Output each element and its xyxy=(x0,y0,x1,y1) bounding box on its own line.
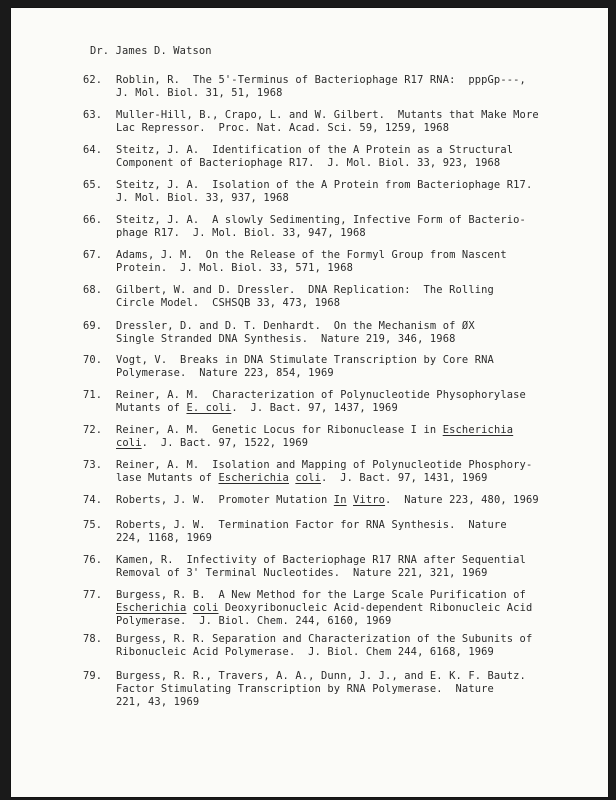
citation-line xyxy=(116,192,596,205)
reference-citation xyxy=(116,249,596,275)
reference-citation xyxy=(116,179,596,205)
citation-text: Steitz, J. A. Identification of the A Protein as a Structural xyxy=(116,144,514,156)
citation-text: Burgess, R. B. A New Method for the Large Scale Purification of xyxy=(116,589,526,601)
reference-number: 70. xyxy=(83,354,103,366)
reference-citation xyxy=(116,494,596,507)
citation-text: Reiner, A. M. Characterization of Polynucleotide Physophorylase xyxy=(116,389,526,401)
citation-text: Roblin, R. The 5'-Terminus of Bacteriophage R17 RNA: pppGp---, xyxy=(116,74,526,86)
reference-number: 72. xyxy=(83,424,103,436)
citation-text: Roberts, J. W. Termination Factor for RNA Synthesis. Nature xyxy=(116,519,507,531)
reference-citation xyxy=(116,633,596,659)
citation-text: lase Mutants of xyxy=(116,472,219,484)
underlined-text: Vitro xyxy=(353,494,386,506)
citation-line xyxy=(116,249,596,262)
citation-text: Burgess, R. R. Separation and Characterization of the Subunits of xyxy=(116,633,533,645)
citation-text: Dressler, D. and D. T. Denhardt. On the Mechanism of ØX xyxy=(116,320,475,332)
citation-line xyxy=(116,437,596,450)
reference-number: 76. xyxy=(83,554,103,566)
citation-line xyxy=(116,284,596,297)
citation-text: Component of Bacteriophage R17. J. Mol. Biol. 33, 923, 1968 xyxy=(116,157,501,169)
reference-number: 79. xyxy=(83,670,103,682)
reference-number: 67. xyxy=(83,249,103,261)
citation-line xyxy=(116,633,596,646)
citation-text: . Nature 223, 480, 1969 xyxy=(385,494,539,506)
citation-line xyxy=(116,472,596,485)
reference-citation xyxy=(116,214,596,240)
citation-line xyxy=(116,696,596,709)
reference-number: 78. xyxy=(83,633,103,645)
reference-number: 77. xyxy=(83,589,103,601)
reference-number: 75. xyxy=(83,519,103,531)
citation-line xyxy=(116,683,596,696)
citation-line xyxy=(116,179,596,192)
citation-line xyxy=(116,354,596,367)
citation-line xyxy=(116,367,596,380)
citation-text: J. Mol. Biol. 33, 937, 1968 xyxy=(116,192,289,204)
citation-text: Factor Stimulating Transcription by RNA Polymerase. Nature xyxy=(116,683,494,695)
citation-line xyxy=(116,389,596,402)
citation-text: phage R17. J. Mol. Biol. 33, 947, 1968 xyxy=(116,227,366,239)
citation-line xyxy=(116,615,596,628)
citation-line xyxy=(116,532,596,545)
citation-line xyxy=(116,109,596,122)
reference-number: 66. xyxy=(83,214,103,226)
citation-text: . J. Bact. 97, 1522, 1969 xyxy=(141,437,309,449)
reference-number: 64. xyxy=(83,144,103,156)
reference-number: 73. xyxy=(83,459,103,471)
citation-text: Adams, J. M. On the Release of the Formyl Group from Nascent xyxy=(116,249,507,261)
citation-line xyxy=(116,157,596,170)
citation-text: Deoxyribonucleic Acid-dependent Ribonucleic Acid xyxy=(218,602,533,614)
underlined-text: In xyxy=(333,494,347,506)
citation-line xyxy=(116,494,596,507)
citation-text: Burgess, R. R., Travers, A. A., Dunn, J. J., and E. K. F. Bautz. xyxy=(116,670,526,682)
reference-citation xyxy=(116,284,596,310)
citation-text: Ribonucleic Acid Polymerase. J. Biol. Chem 244, 6168, 1969 xyxy=(116,646,494,658)
citation-text: Polymerase. Nature 223, 854, 1969 xyxy=(116,367,334,379)
citation-line xyxy=(116,214,596,227)
reference-citation xyxy=(116,320,596,346)
citation-text: Muller-Hill, B., Crapo, L. and W. Gilbert. Mutants that Make More xyxy=(116,109,539,121)
underlined-text: Escherichia xyxy=(116,602,187,614)
citation-line xyxy=(116,589,596,602)
reference-number: 69. xyxy=(83,320,103,332)
citation-line xyxy=(116,87,596,100)
citation-text: Polymerase. J. Biol. Chem. 244, 6160, 1969 xyxy=(116,615,392,627)
citation-text: J. Mol. Biol. 31, 51, 1968 xyxy=(116,87,283,99)
citation-line xyxy=(116,227,596,240)
citation-text: Lac Repressor. Proc. Nat. Acad. Sci. 59, 1259, 1968 xyxy=(116,122,450,134)
document-body xyxy=(11,8,608,797)
reference-citation xyxy=(116,389,596,415)
citation-text: Circle Model. CSHSQB 33, 473, 1968 xyxy=(116,297,341,309)
citation-line xyxy=(116,402,596,415)
reference-citation xyxy=(116,74,596,100)
citation-text: Steitz, J. A. Isolation of the A Protein from Bacteriophage R17. xyxy=(116,179,533,191)
citation-text: Roberts, J. W. Promoter Mutation xyxy=(116,494,334,506)
citation-text: 221, 43, 1969 xyxy=(116,696,200,708)
reference-citation xyxy=(116,459,596,485)
citation-text: Removal of 3' Terminal Nucleotides. Nature 221, 321, 1969 xyxy=(116,567,488,579)
reference-citation xyxy=(116,554,596,580)
citation-text: Mutants of xyxy=(116,402,187,414)
citation-line xyxy=(116,320,596,333)
citation-line xyxy=(116,297,596,310)
reference-citation xyxy=(116,144,596,170)
citation-text: Vogt, V. Breaks in DNA Stimulate Transcription by Core RNA xyxy=(116,354,494,366)
citation-text: Reiner, A. M. Isolation and Mapping of Polynucleotide Phosphory- xyxy=(116,459,533,471)
underlined-text: E. coli xyxy=(186,402,232,414)
citation-line xyxy=(116,424,596,437)
citation-text: . J. Bact. 97, 1437, 1969 xyxy=(231,402,398,414)
citation-text: Reiner, A. M. Genetic Locus for Ribonuclease I in xyxy=(116,424,443,436)
reference-citation xyxy=(116,670,596,709)
reference-number: 62. xyxy=(83,74,103,86)
citation-line xyxy=(116,670,596,683)
underlined-text: coli xyxy=(192,602,219,614)
citation-text: 224, 1168, 1969 xyxy=(116,532,213,544)
reference-number: 63. xyxy=(83,109,103,121)
citation-text: Single Stranded DNA Synthesis. Nature 219, 346, 1968 xyxy=(116,333,456,345)
citation-line xyxy=(116,554,596,567)
underlined-text: coli xyxy=(116,437,142,449)
citation-line xyxy=(116,74,596,87)
page-header: Dr. James D. Watson xyxy=(90,45,212,57)
citation-text: . J. Bact. 97, 1431, 1969 xyxy=(321,472,488,484)
reference-citation xyxy=(116,109,596,135)
citation-text: Protein. J. Mol. Biol. 33, 571, 1968 xyxy=(116,262,354,274)
reference-number: 71. xyxy=(83,389,103,401)
underlined-text: coli xyxy=(295,472,321,484)
underlined-text: Escherichia xyxy=(442,424,514,436)
citation-line xyxy=(116,144,596,157)
citation-text: Kamen, R. Infectivity of Bacteriophage R17 RNA after Sequential xyxy=(116,554,526,566)
underlined-text: Escherichia xyxy=(218,472,289,484)
citation-line xyxy=(116,602,596,615)
reference-citation xyxy=(116,519,596,545)
reference-citation xyxy=(116,424,596,450)
reference-number: 68. xyxy=(83,284,103,296)
citation-line xyxy=(116,333,596,346)
citation-line xyxy=(116,122,596,135)
reference-citation xyxy=(116,589,596,628)
citation-text: Gilbert, W. and D. Dressler. DNA Replication: The Rolling xyxy=(116,284,494,296)
citation-text: Steitz, J. A. A slowly Sedimenting, Infective Form of Bacterio- xyxy=(116,214,526,226)
citation-line xyxy=(116,646,596,659)
reference-number: 65. xyxy=(83,179,103,191)
citation-line xyxy=(116,519,596,532)
citation-line xyxy=(116,262,596,275)
paper-sheet xyxy=(11,8,608,797)
reference-number: 74. xyxy=(83,494,103,506)
citation-line xyxy=(116,459,596,472)
reference-citation xyxy=(116,354,596,380)
citation-line xyxy=(116,567,596,580)
